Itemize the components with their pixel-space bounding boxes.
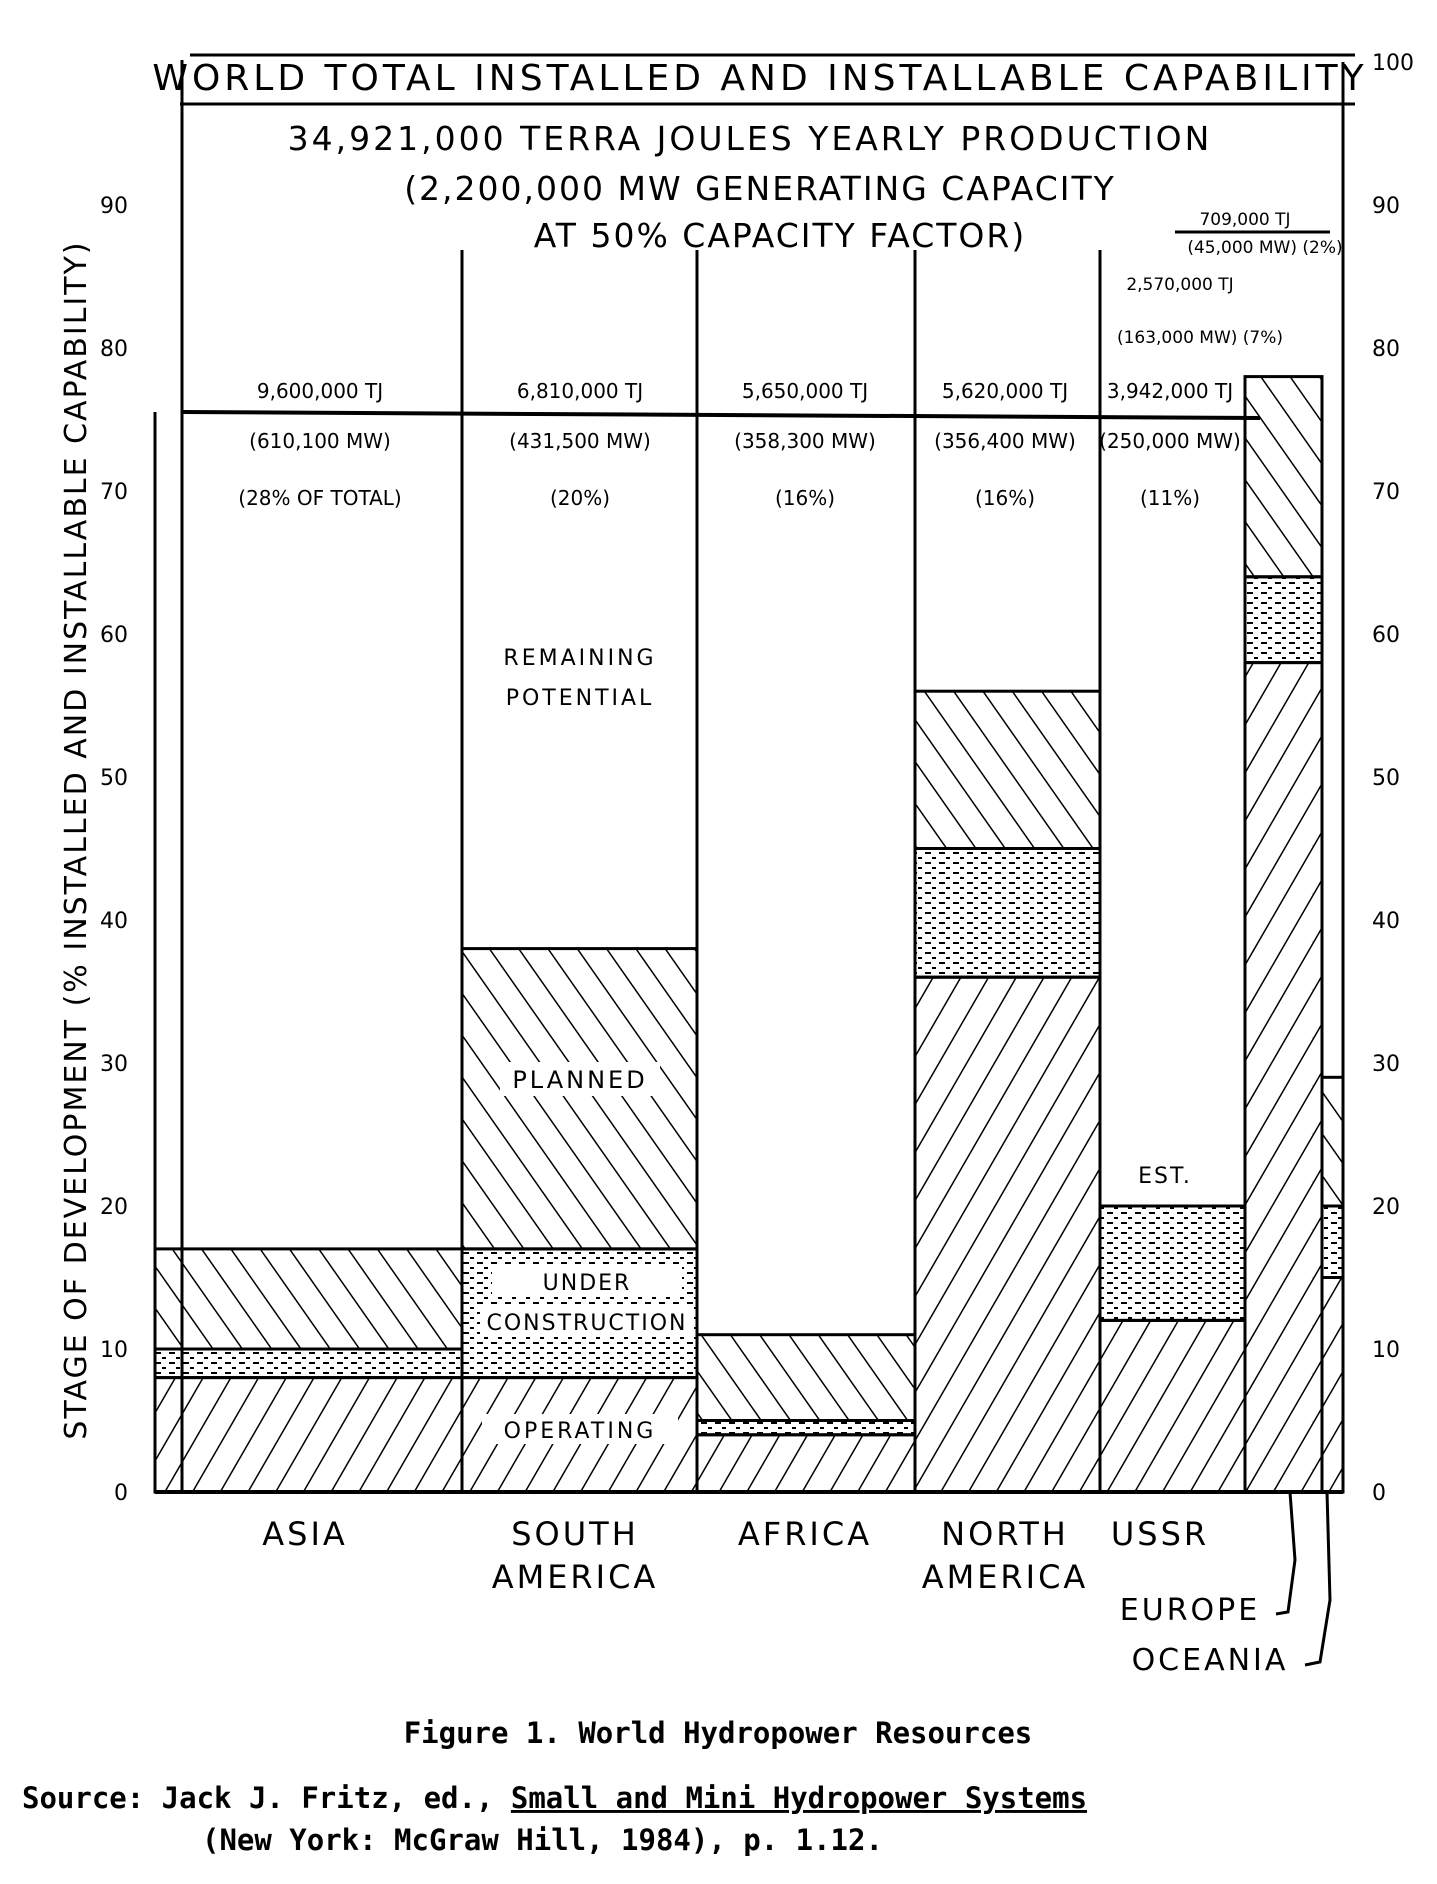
region-tj-label: 5,650,000 TJ [741,379,869,403]
region-pct-label: (16%) [974,486,1036,510]
bar-oceania-under-construction [1322,1206,1343,1278]
y-tick-label: 60 [100,623,128,648]
bar-oceania-operating [1322,1278,1343,1493]
bar-oceania-planned [1322,1077,1343,1206]
right-tick-label: 60 [1372,623,1400,648]
bar-africa-under-construction [697,1421,915,1435]
region-tj-label: 5,620,000 TJ [941,379,1069,403]
region-label-asia: ASIA [262,1515,348,1553]
region-tj-label: 9,600,000 TJ [256,379,384,403]
right-tick-label: 50 [1372,766,1400,791]
bar-north-america-under-construction [915,849,1100,978]
left-axis-ticks [100,194,128,1506]
header-line3: (2,200,000 MW GENERATING CAPACITY [404,169,1116,208]
oceania-tj-label: 709,000 TJ [1199,210,1291,230]
remaining-potential-label-1: REMAINING [503,646,657,671]
region-labels [262,1492,1330,1678]
bar-ussr-under-construction [1100,1206,1245,1320]
right-tick-label: 40 [1372,909,1400,934]
region-label-oceania: OCEANIA [1131,1643,1289,1678]
header-line1: WORLD TOTAL INSTALLED AND INSTALLABLE CAPABILITY [152,58,1368,99]
y-axis-label: STAGE OF DEVELOPMENT (% INSTALLED AND INSTALLABLE CAPABILITY) [59,240,94,1440]
region-label-south-america-1: SOUTH [511,1515,639,1553]
region-mw-label: (610,100 MW) [249,429,391,453]
bar-asia-operating [155,1378,462,1492]
oceania-leader-line [1305,1492,1330,1665]
region-label-north-america-2: AMERICA [921,1558,1089,1596]
bar-asia-under-construction [155,1349,462,1378]
region-label-south-america-2: AMERICA [491,1558,659,1596]
y-tick-label: 30 [100,1052,128,1077]
europe-mw-label: (163,000 MW) (7%) [1116,328,1284,348]
region-pct-label: (20%) [549,486,611,510]
right-tick-label: 30 [1372,1052,1400,1077]
source-line-2: (New York: McGraw Hill, 1984), p. 1.12. [202,1823,883,1857]
figure-title: Figure 1. World Hydropower Resources [403,1716,1033,1750]
bar-africa-operating [697,1435,915,1492]
under-construction-label-2: CONSTRUCTION [486,1311,688,1336]
region-mw-label: (358,300 MW) [734,429,876,453]
header-line4: AT 50% CAPACITY FACTOR) [533,216,1027,255]
planned-label: PLANNED [512,1066,648,1094]
figure-caption [22,1716,1087,1857]
oceania-mw-label: (45,000 MW) (2%) [1187,238,1343,258]
bar-north-america-operating [915,977,1100,1492]
bar-europe-operating [1245,663,1322,1492]
bar-south-america-planned [462,949,697,1249]
bar-africa-planned [697,1335,915,1421]
operating-label: OPERATING [503,1419,657,1444]
right-tick-label: 10 [1372,1338,1400,1363]
bar-asia-planned [155,1249,462,1349]
source-prefix: Source: Jack J. Fritz, ed., [22,1781,511,1815]
region-tj-label: 6,810,000 TJ [516,379,644,403]
top-share-line [182,412,1260,418]
y-tick-label: 50 [100,766,128,791]
region-mw-label: (356,400 MW) [934,429,1076,453]
y-tick-label: 10 [100,1338,128,1363]
right-tick-label: 80 [1372,337,1400,362]
region-pct-label: (28% OF TOTAL) [238,486,402,510]
under-construction-label-1: UNDER [542,1271,632,1296]
bar-north-america-planned [915,691,1100,848]
region-label-europe: EUROPE [1119,1593,1261,1628]
chart-annotations [238,210,1342,510]
header-line2: 34,921,000 TERRA JOULES YEARLY PRODUCTION [287,119,1213,158]
source-title: Small and Mini Hydropower Systems [510,1781,1088,1815]
europe-tj-label: 2,570,000 TJ [1126,275,1234,295]
y-tick-label: 80 [100,337,128,362]
region-label-africa: AFRICA [737,1515,873,1553]
bar-europe-under-construction [1245,577,1322,663]
right-axis-ticks [1372,51,1414,1506]
chart-header [152,55,1367,255]
right-tick-label: 100 [1372,51,1414,76]
region-pct-label: (11%) [1139,486,1201,510]
region-mw-label: (250,000 MW) [1099,429,1241,453]
remaining-potential-label-2: POTENTIAL [505,686,655,711]
europe-leader-line [1276,1492,1295,1614]
bar-europe-planned [1245,377,1322,577]
right-tick-label: 90 [1372,194,1400,219]
y-tick-label: 90 [100,194,128,219]
region-label-north-america-1: NORTH [941,1515,1069,1553]
y-tick-label: 20 [100,1195,128,1220]
est-label: EST. [1138,1164,1192,1189]
right-tick-label: 0 [1372,1481,1386,1506]
right-tick-label: 20 [1372,1195,1400,1220]
region-mw-label: (431,500 MW) [509,429,651,453]
y-tick-label: 0 [114,1481,128,1506]
region-label-ussr: USSR [1110,1515,1210,1553]
bar-ussr-operating [1100,1320,1245,1492]
region-pct-label: (16%) [774,486,836,510]
y-tick-label: 40 [100,909,128,934]
y-tick-label: 70 [100,480,128,505]
region-tj-label: 3,942,000 TJ [1106,379,1234,403]
source-line-1 [22,1781,1087,1815]
right-tick-label: 70 [1372,480,1400,505]
